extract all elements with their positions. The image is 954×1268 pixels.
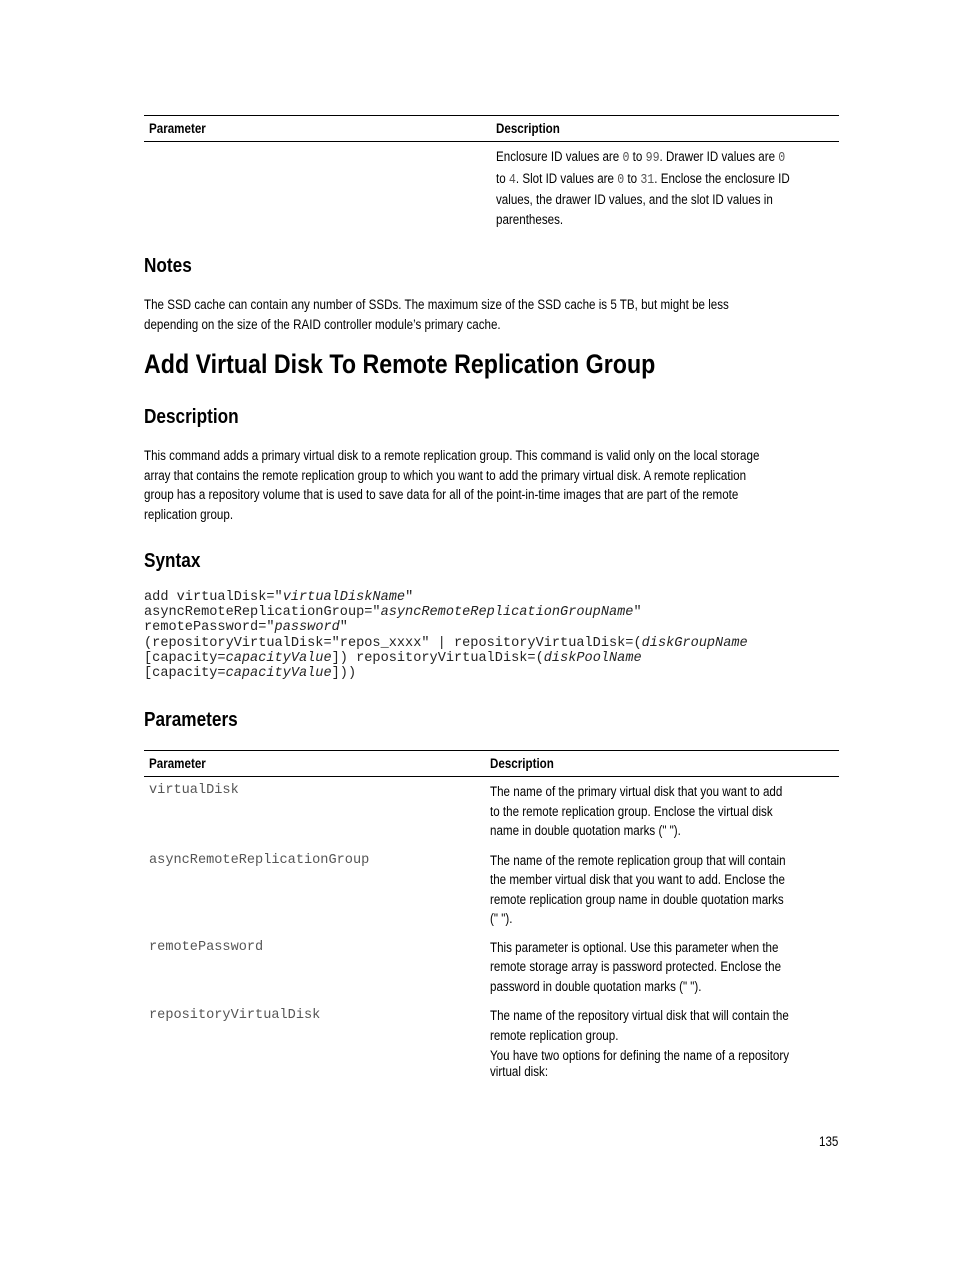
top-parameter-table bbox=[144, 115, 839, 230]
notes-paragraph: The SSD cache can contain any number of SSDs. The maximum size of the SSD cache is 5 TB, but might be less depending on the size of the RAID controller module’s primary cache. bbox=[144, 297, 729, 332]
syntax-code-block: add virtualDisk="virtualDiskName" asyncRemoteReplicationGroup="asyncRemoteReplicationGroupName" remotePassword="password" (repositoryVirtualDisk="repos_xxxx" | repositoryVirtualDisk=(diskGroupName [capacity=capacityValue]) repositoryVirtualDisk=(diskPoolName [capacity=capacityValue])) bbox=[144, 590, 748, 682]
table-header-parameter: Parameter bbox=[144, 116, 491, 142]
notes-heading: Notes bbox=[144, 255, 192, 277]
page-number: 135 bbox=[819, 1134, 839, 1149]
syntax-heading: Syntax bbox=[144, 550, 201, 572]
parameter-name: repositoryVirtualDisk bbox=[149, 1008, 321, 1023]
parameter-name: virtualDisk bbox=[149, 783, 239, 798]
table-row bbox=[144, 142, 839, 231]
table-row bbox=[144, 1005, 839, 1081]
table-row bbox=[144, 937, 839, 1006]
description-heading: Description bbox=[144, 406, 239, 428]
table-header-parameter: Parameter bbox=[144, 751, 485, 777]
parameter-name: remotePassword bbox=[149, 939, 264, 955]
table-header-description: Description bbox=[491, 116, 839, 142]
parameter-description: The name of the remote replication group that will contain the member virtual disk that you want to add. Enclose the remote replication group name in double quotation marks (" "). bbox=[490, 852, 786, 926]
description-paragraph: This command adds a primary virtual disk to a remote replication group. This command is valid only on the local storage array that contains the remote replication group to which you want to add the primary virtual disk. A remote replication group has a repository volume that is used to save data for all of the point-in-time images that are part of the remote replication group. bbox=[144, 448, 760, 522]
parameter-description: This parameter is optional. Use this parameter when the remote storage array is password protected. Enclose the password in double quotation marks (" "). bbox=[490, 939, 782, 994]
page-title: Add Virtual Disk To Remote Replication Group bbox=[144, 349, 656, 379]
parameter-name: asyncRemoteReplicationGroup bbox=[149, 852, 370, 868]
description-cell: Enclosure ID values are 0 to 99. Drawer ID values are 0 to 4. Slot ID values are 0 to 31. Enclose the enclosure ID values, the drawer ID values, and the slot ID values in parentheses. bbox=[496, 149, 791, 227]
parameters-heading: Parameters bbox=[144, 709, 238, 731]
table-header-description: Description bbox=[485, 751, 839, 777]
table-row bbox=[144, 850, 839, 937]
parameters-table bbox=[144, 750, 839, 1081]
parameter-description: The name of the primary virtual disk that you want to add to the remote replication group. Enclose the virtual disk name in double quotation marks (" "). bbox=[490, 784, 783, 838]
parameter-description: The name of the repository virtual disk that will contain the remote replication group. You have two options for defining the name of a repository virtual disk: bbox=[490, 1008, 790, 1079]
parameter-cell bbox=[144, 142, 491, 231]
table-row bbox=[144, 777, 839, 850]
